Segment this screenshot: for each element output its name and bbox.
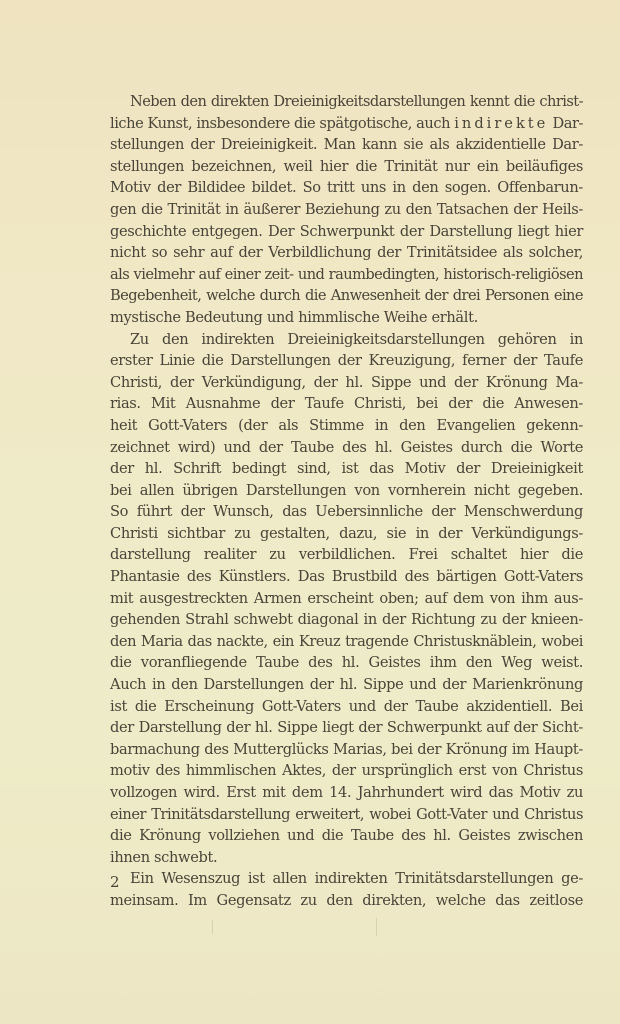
- text-line: Motiv der Bildidee bildet. So tritt uns in den sogen. Offenbarun-: [110, 179, 583, 197]
- text-line: [110, 113, 583, 135]
- text-line: heit Gott-Vaters (der als Stimme in den Evangelien gekenn-: [110, 416, 583, 434]
- emphasized-word: indirekte: [454, 114, 549, 132]
- text-segment: Dar-: [548, 114, 583, 132]
- text-line: So führt der Wunsch, das Uebersinnliche der Menschwerdung: [110, 503, 583, 521]
- text-line: meinsam. Im Gegensatz zu den direkten, welche das zeitlose: [110, 891, 583, 909]
- text-line: nicht so sehr auf der Verbildlichung der Trinitätsidee als solcher,: [110, 244, 583, 262]
- text-line: barmachung des Mutterglücks Marias, bei der Krönung im Haupt-: [110, 740, 583, 758]
- paper-speck: [376, 918, 377, 936]
- text-line: Auch in den Darstellungen der hl. Sippe und der Marienkrönung: [110, 676, 583, 694]
- text-line: stellungen bezeichnen, weil hier die Trinität nur ein beiläufiges: [110, 157, 583, 175]
- text-line: vollzogen wird. Erst mit dem 14. Jahrhundert wird das Motiv zu: [110, 784, 583, 801]
- text-line: stellungen der Dreieinigkeit. Man kann sie als akzidentielle Dar-: [110, 136, 583, 154]
- text-line: der hl. Schrift bedingt sind, ist das Motiv der Dreieinigkeit: [110, 460, 583, 478]
- text-line: erster Linie die Darstellungen der Kreuzigung, ferner der Taufe: [110, 352, 583, 370]
- text-line: darstellung realiter zu verbildlichen. Frei schaltet hier die: [110, 546, 583, 564]
- text-line: bei allen übrigen Darstellungen von vornherein nicht gegeben.: [110, 481, 583, 499]
- text-line: Christi, der Verkündigung, der hl. Sippe und der Krönung Ma-: [110, 373, 583, 391]
- text-line: die voranfliegende Taube des hl. Geistes ihm den Weg weist.: [110, 654, 583, 672]
- text-line: Christi sichtbar zu gestalten, dazu, sie in der Verkündigungs-: [110, 524, 583, 542]
- text-line: zeichnet wird) und der Taube des hl. Geistes durch die Worte: [110, 438, 583, 456]
- text-line: Ein Wesenszug ist allen indirekten Trinitätsdarstellungen ge-: [130, 870, 583, 888]
- text-segment: liche Kunst, insbesondere die spätgotische, auch: [110, 114, 455, 132]
- text-line: gen die Trinität in äußerer Beziehung zu den Tatsachen der Heils-: [110, 200, 583, 218]
- page-number: 2: [110, 873, 120, 891]
- text-line: motiv des himmlischen Aktes, der ursprünglich erst von Christus: [110, 762, 583, 780]
- text-line: der Darstellung der hl. Sippe liegt der Schwerpunkt auf der Sicht-: [110, 719, 583, 737]
- text-line: rias. Mit Ausnahme der Taufe Christi, bei der die Anwesen-: [110, 395, 583, 413]
- text-line: einer Trinitätsdarstellung erweitert, wobei Gott-Vater und Christus: [110, 805, 583, 823]
- text-line: als vielmehr auf einer zeit- und raumbedingten, historisch-religiösen: [110, 265, 583, 283]
- text-line: mystische Bedeutung und himmlische Weihe erhält.: [110, 308, 478, 326]
- body-text: [110, 91, 583, 912]
- text-line: die Krönung vollziehen und die Taube des hl. Geistes zwischen: [110, 827, 583, 845]
- text-line: Zu den indirekten Dreieinigkeitsdarstellungen gehören in: [130, 330, 583, 348]
- text-line: geschichte entgegen. Der Schwerpunkt der Darstellung liegt hier: [110, 222, 583, 240]
- text-line: Neben den direkten Dreieinigkeitsdarstellungen kennt die christ-: [130, 93, 583, 110]
- paper-speck: [212, 920, 213, 934]
- text-line: Phantasie des Künstlers. Das Brustbild des bärtigen Gott-Vaters: [110, 568, 583, 586]
- text-line: mit ausgestreckten Armen erscheint oben; auf dem von ihm aus-: [110, 589, 583, 607]
- text-line: den Maria das nackte, ein Kreuz tragende Christusknäblein, wobei: [110, 632, 583, 650]
- text-line: ihnen schwebt.: [110, 848, 218, 866]
- text-line: gehenden Strahl schwebt diagonal in der Richtung zu der knieen-: [110, 611, 583, 629]
- text-line: ist die Erscheinung Gott-Vaters und der Taube akzidentiell. Bei: [110, 697, 583, 715]
- text-line: Begebenheit, welche durch die Anwesenheit der drei Personen eine: [110, 287, 583, 305]
